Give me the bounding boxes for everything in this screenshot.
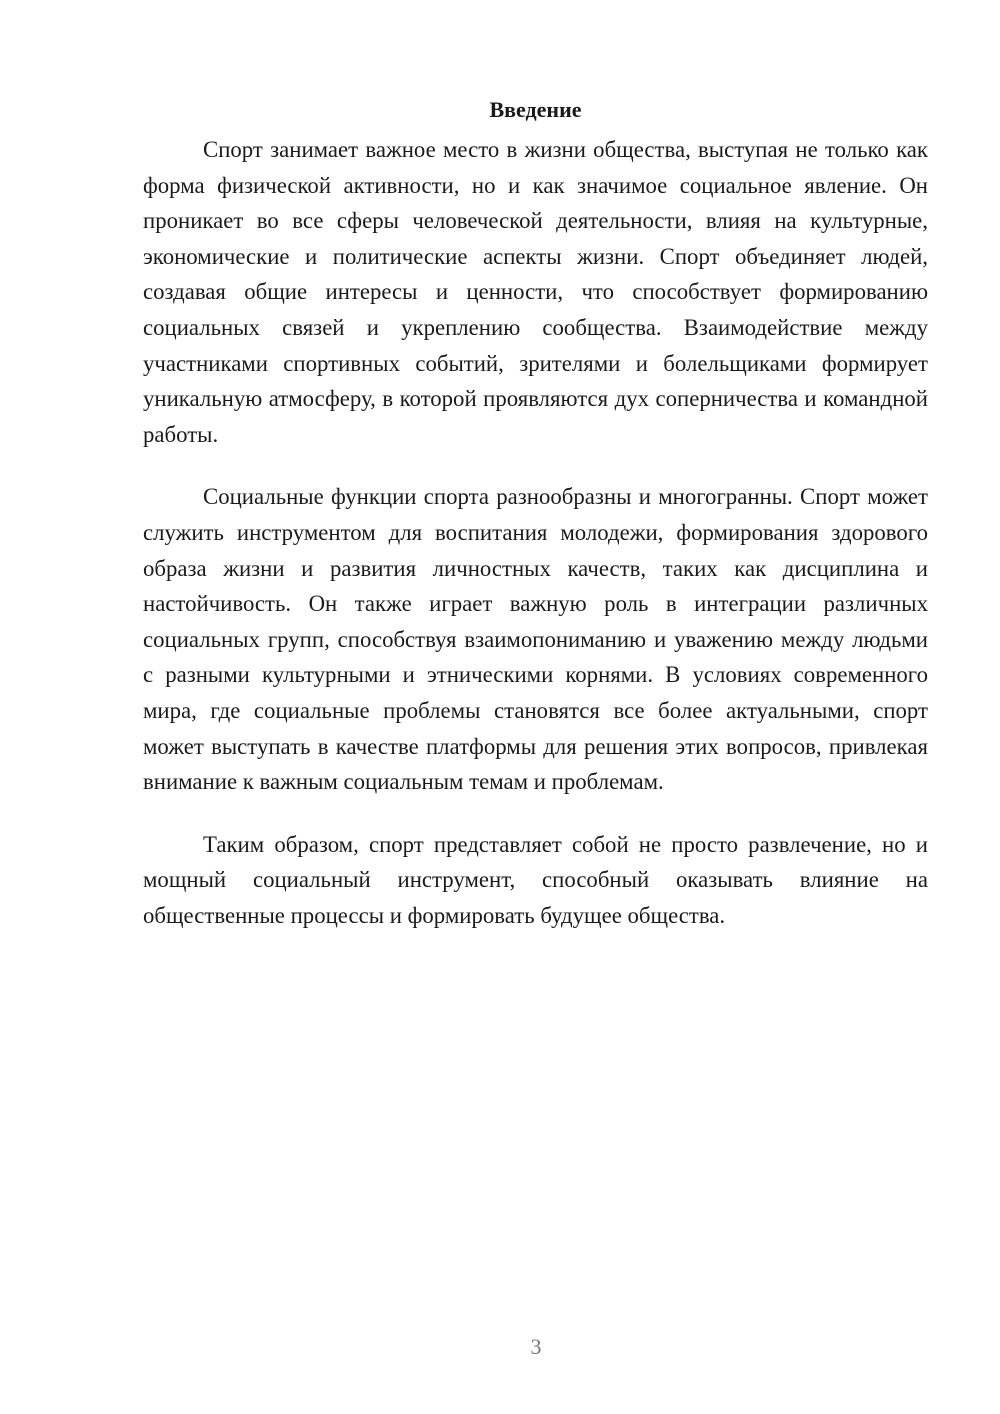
- page-number: 3: [530, 1334, 542, 1359]
- paragraph-2: Социальные функции спорта разнообразны и многогранны. Спорт может служить инструментом для воспитания молодежи, формирования здорового образа жизни и развития личностных качеств, таких как дисциплина и настойчивость. Он также играет важную роль в интеграции различных социальных групп, способствуя взаимопониманию и уважению между людьми с разными культурными и этническими корнями. В условиях современного мира, где социальные проблемы становятся все более актуальными, спорт может выступать в качестве платформы для решения этих вопросов, привлекая внимание к важным социальным темам и проблемам.: [143, 484, 928, 795]
- section-heading: Введение: [489, 97, 582, 122]
- paragraph-3: Таким образом, спорт представляет собой не просто развлечение, но и мощный социальный инструмент, способный оказывать влияние на общественные процессы и формировать будущее общества.: [143, 831, 928, 928]
- page-content: [143, 96, 928, 960]
- paragraph-1: Спорт занимает важное место в жизни общества, выступая не только как форма физической активности, но и как значимое социальное явление. Он проникает во все сферы человеческой деятельности, влияя на культурные, экономические и политические аспекты жизни. Спорт объединяет людей, создавая общие интересы и ценности, что способствует формированию социальных связей и укреплению сообщества. Взаимодействие между участниками спортивных событий, зрителями и болельщиками формирует уникальную атмосферу, в которой проявляются дух соперничества и командной работы.: [143, 137, 928, 447]
